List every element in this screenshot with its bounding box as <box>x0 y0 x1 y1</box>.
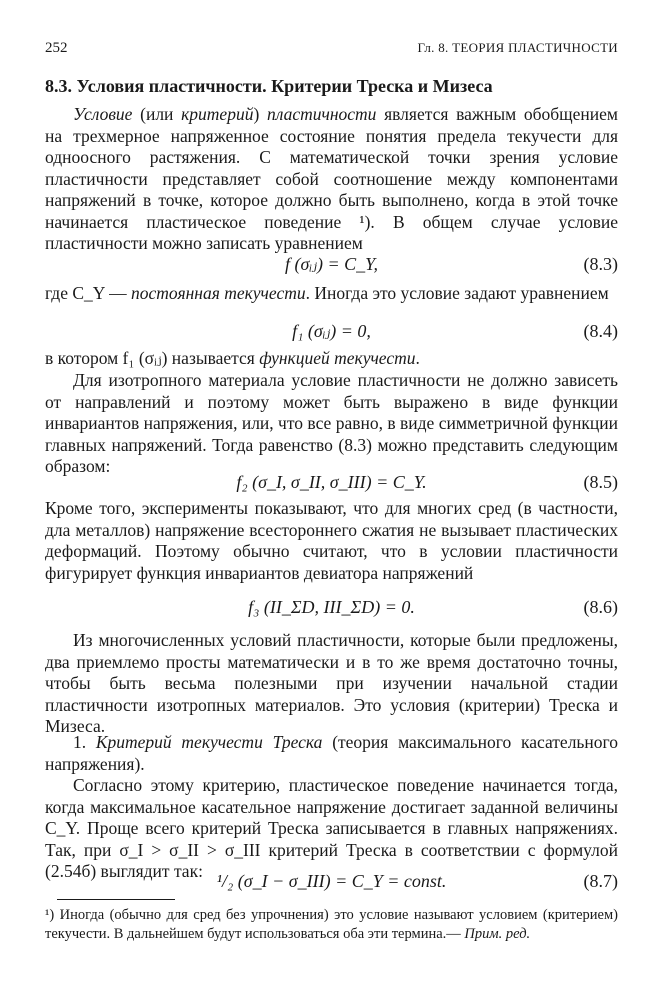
paragraph-yield-function: в котором f₁ (σᵢⱼ) называется функцией текучести. <box>45 348 420 368</box>
section-title: 8.3. Условия пластичности. Критерии Треска и Мизеса <box>45 76 493 96</box>
equation-number: (8.4) <box>583 321 618 341</box>
equation-formula: f (σᵢⱼ) = C_Y, <box>285 254 378 274</box>
term-condition: Условие <box>73 104 133 124</box>
footnote: ¹) Иногда (обычно для сред без упрочнения) это условие называют условием (критерием) текучести. В дальнейшем будут использоваться оба эти термина.— Прим. ред. <box>45 907 618 942</box>
paragraph-tresca-description: Согласно этому критерию, пластическое поведение начинается тогда, когда максимальное касательное напряжение достигает заданной величины C_Y. Проще всего критерий Треска записывается в главных напряжениях. Так, при σ_I > σ_II > σ_III критерий Треска в соответствии с формулой (2.54б) выглядит так: <box>45 775 618 881</box>
equation-formula: f₃ (II_ΣD, III_ΣD) = 0. <box>248 597 415 617</box>
paragraph-tresca-criterion-heading: 1. Критерий текучести Треска (теория максимального касательного напряжения). <box>45 732 619 774</box>
paragraph-yield-condition-definition: Условие (или критерий) пластичности является важным обобщением на трехмерное напряженное состояние понятия предела текучести для одноосного растяжения. С математической точки зрения условие пластичности представляет собой соотношение между компонентами напряжений в точке, которое должно быть выполнено, когда в этой точке начинается пластическое поведение ¹). В общем случае условие пластичности можно записать уравнением <box>45 104 618 253</box>
equation-formula: f₂ (σ_I, σ_II, σ_III) = C_Y. <box>236 472 427 492</box>
equation-8-4 <box>45 321 618 345</box>
paragraph-isotropic-material: Для изотропного материала условие пластичности не должно зависеть от направлений и поэтому может быть выражено в виде функции инвариантов напряжения, или, что все равно, в виде симметричной функции главных напряжений. Тогда равенство (8.3) можно представить следующим образом: <box>45 370 618 476</box>
equation-number: (8.3) <box>583 254 618 274</box>
equation-8-7 <box>45 871 618 895</box>
editor-note: Прим. ред. <box>464 926 531 942</box>
term-plasticity: пластичности <box>266 104 377 124</box>
equation-formula: ¹/₂ (σ_I − σ_III) = C_Y = const. <box>216 871 447 891</box>
paragraph-experiments: Кроме того, эксперименты показывают, что для многих сред (в частности, дла металлов) напряжение всестороннего сжатия не вызывает пластических деформаций. Поэтому обычно считают, что в условии пластичности фигурирует функция инвариантов девиатора напряжений <box>45 498 618 583</box>
equation-8-3 <box>45 254 618 278</box>
equation-formula: f₁ (σᵢⱼ) = 0, <box>292 321 371 341</box>
paragraph-yield-constant: где C_Y — постоянная текучести. Иногда это условие задают уравнением <box>45 283 609 303</box>
running-title: Гл. 8. ТЕОРИЯ ПЛАСТИЧНОСТИ <box>417 40 618 55</box>
term-criterion: критерий <box>181 104 254 124</box>
term-yield-constant: постоянная текучести <box>131 283 306 303</box>
equation-number: (8.6) <box>583 597 618 617</box>
term-yield-function: функцией текучести <box>259 348 416 368</box>
term-tresca-criterion: Критерий текучести Треска <box>95 732 323 752</box>
equation-8-5 <box>45 472 618 496</box>
equation-number: (8.7) <box>583 871 618 891</box>
paragraph-tresca-mises-intro: Из многочисленных условий пластичности, которые были предложены, два приемлемо просты математически и в то же время достаточно точны, чтобы быть весьма полезными при изучении начальной стадии пластичности изотропных материалов. Это условия (критерии) Треска и Мизеса. <box>45 630 618 736</box>
page-number: 252 <box>45 40 68 56</box>
running-header <box>45 40 618 60</box>
equation-8-6 <box>45 597 618 621</box>
equation-number: (8.5) <box>583 472 618 492</box>
footnote-separator <box>57 899 175 900</box>
